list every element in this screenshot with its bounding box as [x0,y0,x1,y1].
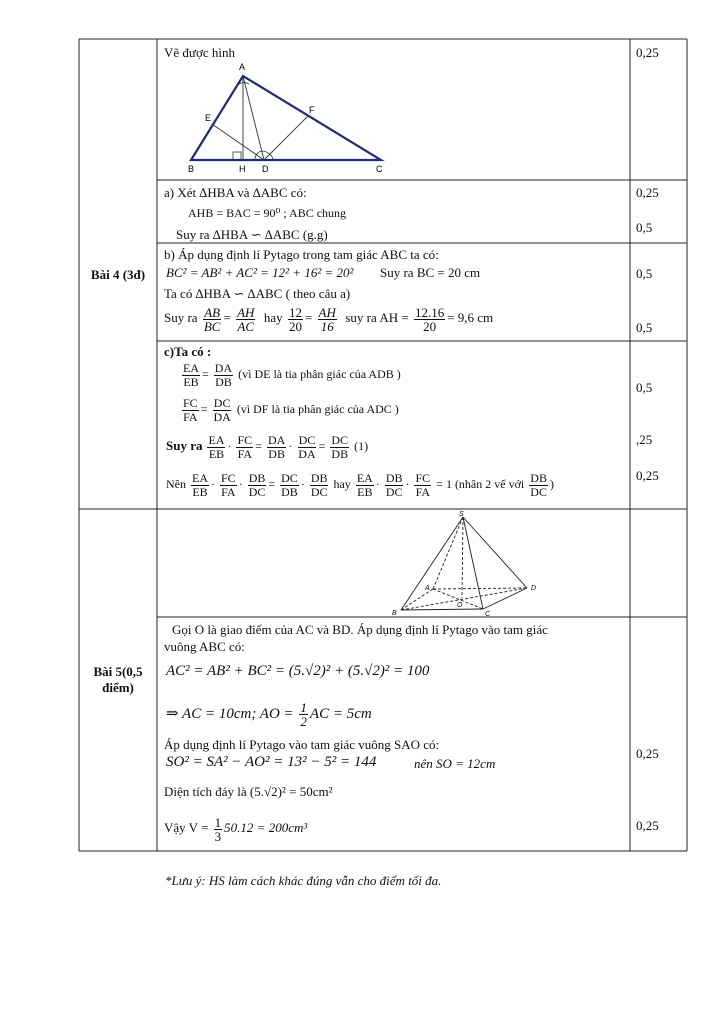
score-4-4: 0,5 [636,266,653,281]
pyr-label-c: C [485,611,491,616]
pyr-label-b: B [392,610,397,616]
bai4-label: Bài 4 (3đ) [90,267,146,282]
part-c-title: c)Ta có : [164,344,212,359]
part-b-line2b: Suy ra BC = 20 cm [380,265,481,280]
draw-title: Vẽ được hình [164,45,235,60]
pyr-label-s: S [459,511,464,518]
part-c-line3: Suy ra $\frac{EA}{EB}$ · $\frac{FC}{FA}$ = $\frac{DA}{DB}$ · $\frac{DC}{DA}$ = $\frac{DC}{DB}$ (1) [166,432,369,461]
score-4-6: 0,5 [636,380,653,395]
fig-label-d: D [262,164,269,174]
part-a-line3: Suy ra ∆HBA ∽ ∆ABC (g.g) [176,227,328,242]
pyr-label-d: D [531,585,537,592]
part-c-line1: $\frac{EA}{EB}$ = $\frac{DA}{DB}$ (vì DE là tia phân giác của ADB ) [183,360,401,389]
score-4-2: 0,25 [636,185,659,200]
score-4-1: 0,25 [636,45,659,60]
bai5-line4: ⇒ AC = 10cm; AO = $\frac{1}{2}$ AC = 5cm [166,700,372,730]
part-b-line4: Suy ra $\frac{AB}{BC}$ = $\frac{AH}{AC}$ hay $\frac{12}{20}$ = $\frac{AH}{16}$ suy ra AH = $\frac{12.16}{20}$ = 9,6 cm [164,304,494,334]
triangle-figure [175,58,405,178]
fig-label-a: A [239,62,246,72]
pyramid-figure [385,510,545,616]
part-c-line4: Nên $\frac{EA}{EB}$ · $\frac{FC}{FA}$ · $\frac{DB}{DC}$ = $\frac{DC}{DB}$ · $\frac{DB}{DC}$ hay $\frac{EA}{EB}$ · $\frac{DB}{DC}$ · $\frac{FC}{FA}$ = 1 (nhân 2 vế với $\frac{DB}{DC}$ ) [166,470,554,499]
score-4-8: 0,25 [636,468,659,483]
score-5-2: 0,25 [636,818,659,833]
score-5-1: 0,25 [636,746,659,761]
part-b-line2: BC² = AB² + AC² = 12² + 16² = 20² [166,265,354,280]
fig-label-e: E [205,113,212,123]
part-b-line3: Ta có ∆HBA ∽ ∆ABC ( theo câu a) [164,286,351,301]
fig-label-h: H [239,164,246,174]
score-4-7: ,25 [636,432,653,447]
bai5-line6: SO² = SA² − AO² = 13² − 5² = 144 [166,754,377,770]
pyr-label-a: A [425,585,430,592]
score-4-3: 0,5 [636,220,653,235]
score-4-5: 0,5 [636,320,653,335]
bai5-line5: Áp dụng định lí Pytago vào tam giác vuông SAO có: [164,737,440,752]
fig-label-f: F [309,105,315,115]
bai5-line1: Gọi O là giao điểm của AC và BD. Áp dụng định lí Pytago vào tam giác [172,622,548,637]
bai5-line2: vuông ABC có: [164,639,245,654]
fig-label-c: C [376,164,383,174]
part-a-line1: a) Xét ∆HBA và ∆ABC có: [164,185,307,200]
part-b-line1: b) Áp dụng định lí Pytago trong tam giác ABC ta có: [164,247,439,262]
fig-label-b: B [188,164,195,174]
bai5-line3: AC² = AB² + BC² = (5.√2)² + (5.√2)² = 100 [166,663,430,679]
bai5-label: Bài 5(0,5 điểm) [93,664,143,695]
part-c-line2: $\frac{FC}{FA}$ = $\frac{DC}{DA}$ (vì DF là tia phân giác của ADC ) [183,395,399,424]
bai5-line8: Vậy V = $\frac{1}{3}$ 50.12 = 200cm³ [164,814,308,844]
bai5-line7: Diện tích đáy là (5.√2)² = 50cm² [164,784,333,799]
bai5-line6b: nên SO = 12cm [414,756,496,771]
part-a-line2: AHB = BAC = 90⁰ ; ABC chung [188,206,347,220]
footnote: *Lưu ý: HS làm cách khác đúng vẫn cho điểm tối đa. [165,873,442,888]
pyr-label-o: O [457,602,463,609]
